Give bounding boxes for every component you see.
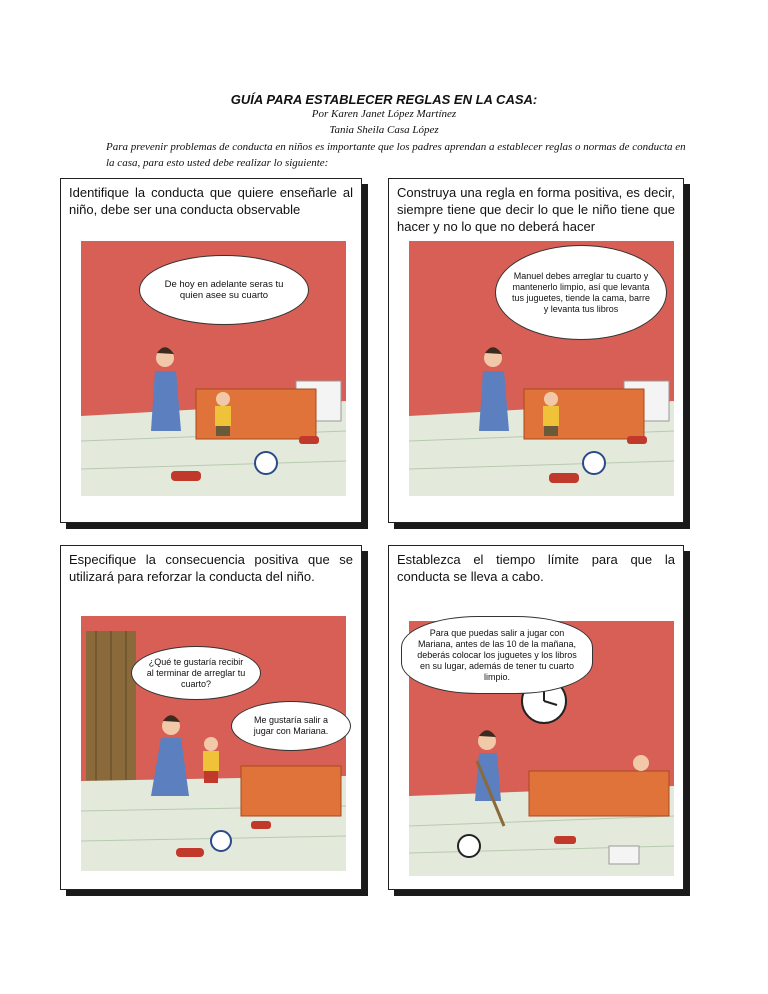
author-line-2: Tania Sheila Casa López: [329, 124, 439, 136]
panel-1-caption: Identifique la conducta que quiere enseñarle al niño, debe ser una conducta observable: [69, 185, 353, 217]
page-title: GUÍA PARA ESTABLECER REGLAS EN LA CASA:: [230, 92, 538, 107]
panel-3-answer-bubble: Me gustaría salir a jugar con Mariana.: [231, 701, 351, 751]
panel-4-speech-bubble: Para que puedas salir a jugar con Mariana, antes de las 10 de la mañana, deberás colocar los juguetes y los libros en su lugar, además de tener tu cuarto limpio.: [401, 616, 593, 694]
intro-text: Para prevenir problemas de conducta en niños es importante que los padres aprendan a establecer reglas o normas de conducta en la casa, para esto usted debe realizar lo siguiente:: [106, 141, 686, 169]
panel-1: [60, 178, 362, 523]
panel-3: [60, 545, 362, 890]
panel-1-speech-bubble: De hoy en adelante seras tu quien asee su cuarto: [139, 255, 309, 325]
panel-3-caption: Especifique la consecuencia positiva que se utilizará para reforzar la conducta del niño.: [69, 552, 353, 584]
panel-2-caption: Construya una regla en forma positiva, es decir, siempre tiene que decir lo que le niño tiene que hacer y no lo que no deberá hacer: [397, 185, 675, 234]
panel-2-speech-bubble: Manuel debes arreglar tu cuarto y mantenerlo limpio, así que levanta tus juguetes, tiende la cama, barre y levanta tus libros: [495, 245, 667, 340]
panel-4: [388, 545, 684, 890]
author-line-1: Por Karen Janet López Martínez: [311, 108, 457, 120]
panel-4-caption: Establezca el tiempo límite para que la conducta se lleva a cabo.: [397, 552, 675, 584]
panel-2: [388, 178, 684, 523]
panel-3-question-bubble: ¿Qué te gustaría recibir al terminar de arreglar tu cuarto?: [131, 646, 261, 700]
